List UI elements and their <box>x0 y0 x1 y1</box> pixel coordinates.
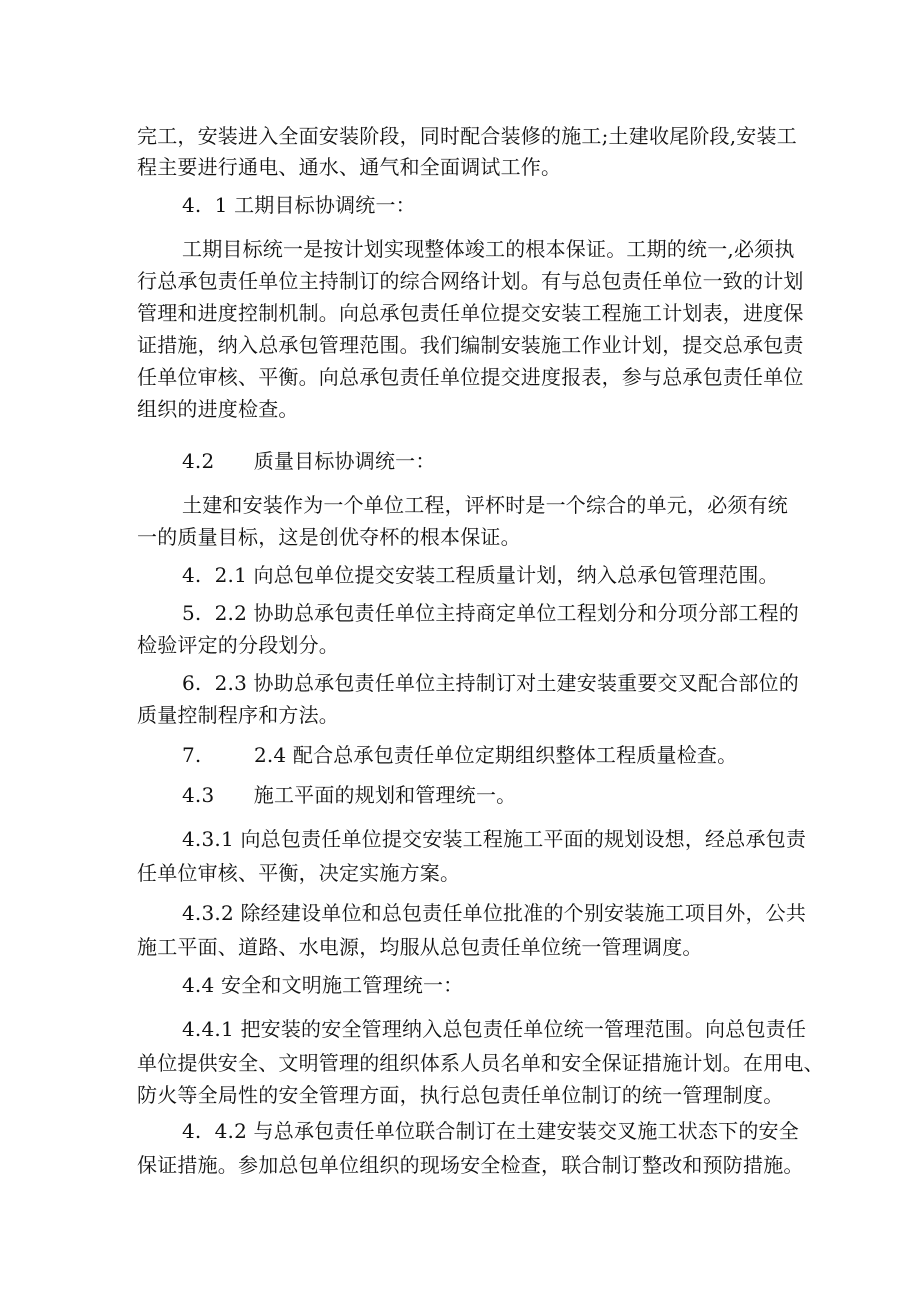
paragraph-line: 土建和安装作为一个单位工程，评杯时是一个综合的单元，必须有统 <box>182 493 788 517</box>
list-item: 4.4.1 把安装的安全管理纳入总包责任单位统一管理范围。向总包责任 <box>182 1017 807 1041</box>
paragraph-line: 证措施，纳入总承包管理范围。我们编制安装施工作业计划，提交总承包责 <box>137 333 804 357</box>
paragraph-line: 工期目标统一是按计划实现整体竣工的根本保证。工期的统一,必须执 <box>182 237 795 261</box>
list-item: 4. 2.1 向总包单位提交安装工程质量计划，纳入总承包管理范围。 <box>182 563 779 587</box>
paragraph-line: 质量控制程序和方法。 <box>137 703 339 727</box>
paragraph-line: 检验评定的分段划分。 <box>137 633 339 657</box>
section-heading: 4. 1 工期目标协调统一： <box>182 193 416 217</box>
paragraph-line: 单位提供安全、文明管理的组织体系人员名单和安全保证措施计划。在用电、 <box>137 1051 824 1075</box>
paragraph-line: 管理和进度控制机制。向总承包责任单位提交安装工程施工计划表，进度保 <box>137 301 804 325</box>
paragraph-line: 组织的进度检查。 <box>137 397 299 421</box>
paragraph-line: 保证措施。参加总包单位组织的现场安全检查，联合制订整改和预防措施。 <box>137 1153 804 1177</box>
list-item: 4.3.1 向总包责任单位提交安装工程施工平面的规划设想，经总承包责 <box>182 827 807 851</box>
list-item: 4. 4.2 与总承包责任单位联合制订在土建安装交叉施工状态下的安全 <box>182 1119 799 1143</box>
list-item: 4.3.2 除经建设单位和总包责任单位批准的个别安装施工项目外，公共 <box>182 901 807 925</box>
paragraph-line: 程主要进行通电、通水、通气和全面调试工作。 <box>137 155 562 179</box>
list-item: 7. 2.4 配合总承包责任单位定期组织整体工程质量检查。 <box>182 743 738 767</box>
paragraph-line: 行总承包责任单位主持制订的综合网络计划。有与总包责任单位一致的计划 <box>137 269 804 293</box>
paragraph-line: 防火等全局性的安全管理方面，执行总包责任单位制订的统一管理制度。 <box>137 1083 784 1107</box>
paragraph-line: 一的质量目标，这是创优夺杯的根本保证。 <box>137 525 521 549</box>
list-item: 6. 2.3 协助总承包责任单位主持制订对土建安装重要交叉配合部位的 <box>182 671 799 695</box>
paragraph-line: 任单位审核、平衡，决定实施方案。 <box>137 861 461 885</box>
list-item: 5. 2.2 协助总承包责任单位主持商定单位工程划分和分项分部工程的 <box>182 601 799 625</box>
paragraph-line: 完工，安装进入全面安装阶段，同时配合装修的施工;土建收尾阶段,安装工 <box>137 124 797 148</box>
section-heading: 4.3 施工平面的规划和管理统一。 <box>182 783 517 807</box>
section-heading: 4.2 质量目标协调统一： <box>182 449 436 473</box>
section-heading: 4.4 安全和文明施工管理统一： <box>182 973 464 997</box>
paragraph-line: 任单位审核、平衡。向总承包责任单位提交进度报表，参与总承包责任单位 <box>137 365 804 389</box>
paragraph-line: 施工平面、道路、水电源，均服从总包责任单位统一管理调度。 <box>137 935 703 959</box>
